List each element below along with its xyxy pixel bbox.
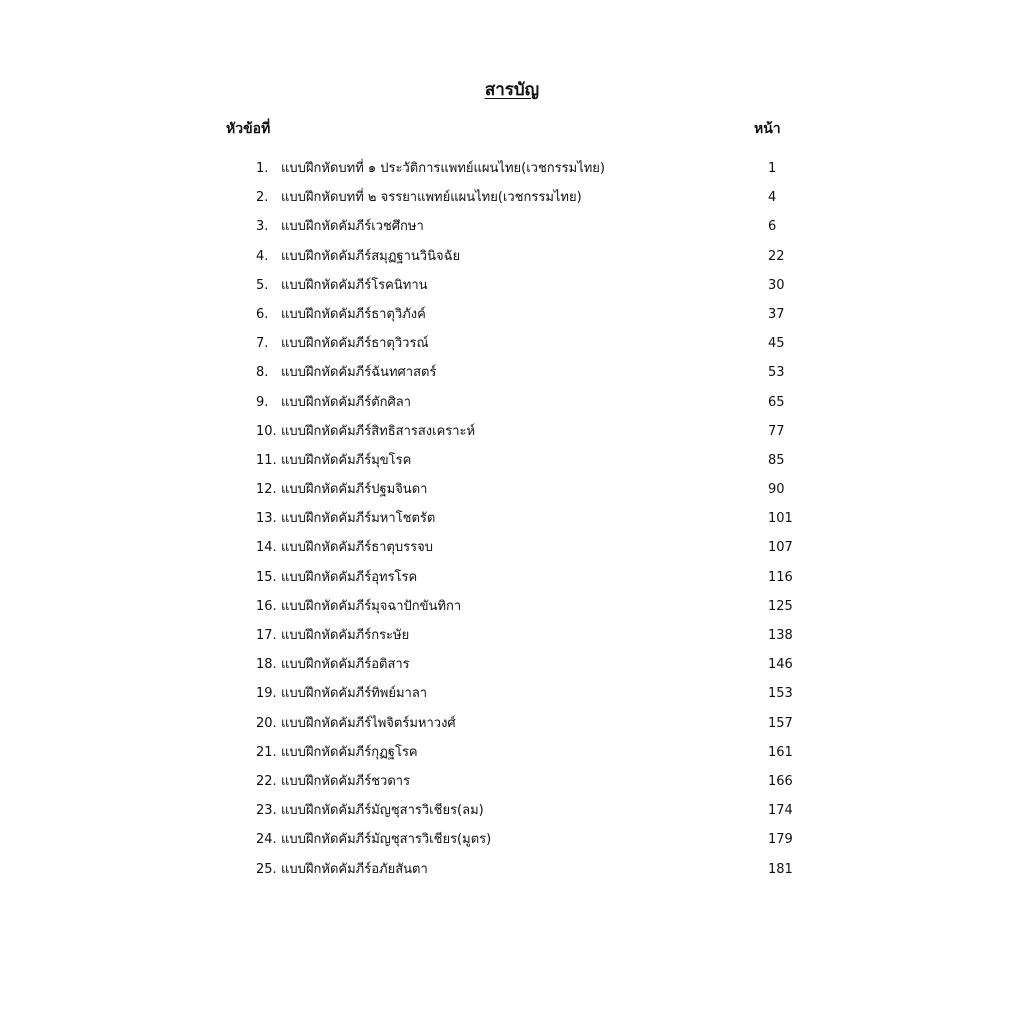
toc-item-title: แบบฝึกหัดคัมภีร์มหาโชตรัต (281, 511, 436, 527)
toc-item-number: 20. (256, 715, 277, 731)
toc-item-title: แบบฝึกหัดคัมภีร์มุขโรค (281, 452, 412, 468)
toc-item-number: 14. (256, 540, 277, 556)
toc-item-page: 45 (768, 336, 785, 352)
toc-item-title: แบบฝึกหัดคัมภีร์ไพจิตร์มหาวงศ์ (281, 715, 456, 731)
toc-item-page: 166 (768, 773, 793, 789)
toc-item-title: แบบฝึกหัดบทที่ ๒ จรรยาแพทย์แผนไทย(เวชกรรมไทย) (281, 190, 582, 206)
toc-item (0, 738, 1024, 767)
toc-item (0, 358, 1024, 387)
toc-item (0, 796, 1024, 825)
toc-item-title: แบบฝึกหัดคัมภีร์มัญชุสารวิเชียร(ลม) (281, 803, 484, 819)
toc-item (0, 650, 1024, 679)
toc-item (0, 767, 1024, 796)
toc-list (0, 154, 1024, 884)
toc-item-title: แบบฝึกหัดคัมภีร์ตักศิลา (281, 394, 412, 410)
toc-item (0, 475, 1024, 504)
toc-item (0, 709, 1024, 738)
page-title: สารบัญ (484, 80, 540, 100)
toc-item (0, 154, 1024, 183)
toc-item (0, 592, 1024, 621)
toc-item-number: 22. (256, 773, 277, 789)
toc-item-page: 22 (768, 248, 785, 264)
toc-item-title: แบบฝึกหัดคัมภีร์ธาตุวิวรณ์ (281, 336, 429, 352)
toc-item (0, 825, 1024, 854)
toc-item-title: แบบฝึกหัดคัมภีร์อภัยสันตา (281, 861, 428, 877)
toc-item (0, 300, 1024, 329)
toc-item-page: 157 (768, 715, 793, 731)
topic-column-header: หัวข้อที่ (226, 121, 271, 137)
toc-item-title: แบบฝึกหัดคัมภีร์ทิพย์มาลา (281, 686, 428, 702)
toc-item-page: 138 (768, 628, 793, 643)
toc-item-title: แบบฝึกหัดคัมภีร์โรคนิทาน (281, 277, 428, 293)
toc-item (0, 855, 1024, 884)
toc-item (0, 242, 1024, 271)
toc-item-page: 146 (768, 657, 793, 673)
toc-item-title: แบบฝึกหัดคัมภีร์เวชศึกษา (281, 219, 424, 235)
toc-item-title: แบบฝึกหัดคัมภีร์ปฐมจินดา (281, 482, 428, 498)
toc-item-number: 13. (256, 511, 277, 527)
toc-item-number: 2. (256, 190, 269, 206)
toc-item-number: 6. (256, 306, 269, 322)
toc-item (0, 388, 1024, 417)
toc-item-number: 4. (256, 248, 269, 264)
toc-item-page: 30 (768, 277, 785, 293)
toc-item-number: 25. (256, 861, 277, 877)
toc-item-page: 53 (768, 365, 785, 381)
toc-item-title: แบบฝึกหัดคัมภีร์ชวดาร (281, 773, 411, 789)
toc-item-number: 9. (256, 394, 269, 410)
toc-item-number: 1. (256, 161, 269, 176)
toc-item-page: 101 (768, 511, 793, 527)
toc-item-number: 17. (256, 628, 277, 643)
toc-item-page: 1 (768, 161, 777, 176)
toc-item-number: 3. (256, 219, 269, 235)
toc-item-number: 19. (256, 686, 277, 702)
toc-item-page: 174 (768, 803, 793, 819)
toc-item (0, 679, 1024, 708)
toc-item-title: แบบฝึกหัดคัมภีร์อติสาร (281, 657, 410, 673)
toc-item-number: 8. (256, 365, 269, 381)
toc-item-title: แบบฝึกหัดคัมภีร์มุจฉาปักขันทิกา (281, 598, 462, 614)
toc-item-number: 15. (256, 569, 277, 585)
toc-item-number: 10. (256, 423, 277, 439)
toc-item-number: 16. (256, 598, 277, 614)
toc-item (0, 563, 1024, 592)
toc-item-page: 107 (768, 540, 793, 556)
toc-item-number: 23. (256, 803, 277, 819)
toc-item-number: 7. (256, 336, 269, 352)
toc-item-page: 4 (768, 190, 777, 206)
toc-item-title: แบบฝึกหัดบทที่ ๑ ประวัติการแพทย์แผนไทย(เวชกรรมไทย) (281, 161, 605, 176)
page-column-header: หน้า (754, 121, 781, 137)
toc-item-number: 12. (256, 482, 277, 498)
toc-item-number: 21. (256, 744, 277, 760)
toc-item-number: 5. (256, 277, 269, 293)
toc-item-number: 24. (256, 832, 277, 848)
toc-item-number: 11. (256, 452, 277, 468)
toc-item-page: 85 (768, 452, 785, 468)
toc-item-title: แบบฝึกหัดคัมภีร์สิทธิสารสงเคราะห์ (281, 423, 476, 439)
toc-item (0, 271, 1024, 300)
toc-item-title: แบบฝึกหัดคัมภีร์มัญชุสารวิเชียร(มูตร) (281, 832, 492, 848)
toc-item (0, 329, 1024, 358)
toc-item (0, 504, 1024, 533)
toc-item (0, 621, 1024, 650)
toc-item (0, 183, 1024, 212)
toc-item-page: 181 (768, 861, 793, 877)
toc-item (0, 446, 1024, 475)
toc-item-page: 6 (768, 219, 777, 235)
toc-item (0, 533, 1024, 562)
toc-item-title: แบบฝึกหัดคัมภีร์กุฏฐโรค (281, 744, 418, 760)
toc-item-title: แบบฝึกหัดคัมภีร์ธาตุบรรจบ (281, 540, 433, 556)
toc-item-page: 161 (768, 744, 793, 760)
toc-item-title: แบบฝึกหัดคัมภีร์ธาตุวิภังค์ (281, 306, 426, 322)
toc-item-page: 125 (768, 598, 793, 614)
toc-item-title: แบบฝึกหัดคัมภีร์ฉันทศาสตร์ (281, 365, 437, 381)
toc-item-page: 90 (768, 482, 785, 498)
toc-item-page: 179 (768, 832, 793, 848)
toc-item-page: 116 (768, 569, 793, 585)
toc-item-number: 18. (256, 657, 277, 673)
toc-item (0, 212, 1024, 241)
toc-item-page: 37 (768, 306, 785, 322)
toc-item (0, 417, 1024, 446)
toc-item-title: แบบฝึกหัดคัมภีร์กระษัย (281, 628, 410, 643)
toc-item-page: 77 (768, 423, 785, 439)
toc-item-page: 65 (768, 394, 785, 410)
toc-item-title: แบบฝึกหัดคัมภีร์อุทรโรค (281, 569, 418, 585)
toc-item-title: แบบฝึกหัดคัมภีร์สมุฏฐานวินิจฉัย (281, 248, 461, 264)
toc-item-page: 153 (768, 686, 793, 702)
